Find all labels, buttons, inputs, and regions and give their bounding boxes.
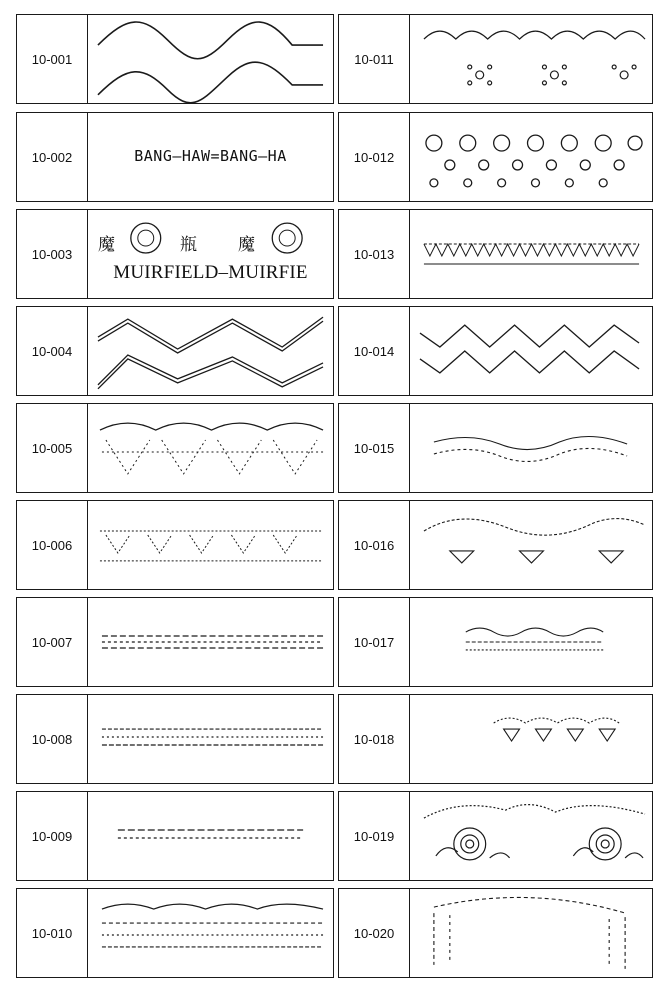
design-card-10-002 xyxy=(16,112,334,202)
design-code: 10-004 xyxy=(17,307,88,395)
cross-stitch-arch-pattern xyxy=(410,889,652,977)
lace-border-pattern xyxy=(88,501,333,589)
design-card-10-006 xyxy=(16,500,334,590)
design-card-10-018 xyxy=(338,694,653,784)
rose-lace-pattern xyxy=(410,792,652,880)
design-card-10-019 xyxy=(338,791,653,881)
design-code: 10-007 xyxy=(17,598,88,686)
cjk-char: 瓶 xyxy=(180,235,197,255)
design-card-10-016 xyxy=(338,500,653,590)
design-card-10-005 xyxy=(16,403,334,493)
design-card-10-001 xyxy=(16,14,334,104)
design-card-10-020 xyxy=(338,888,653,978)
braid-trim-pattern xyxy=(410,598,652,686)
scalloped-lace-pattern xyxy=(88,404,333,492)
circle-eyelet-pattern xyxy=(410,113,652,201)
design-code: 10-011 xyxy=(339,15,410,103)
design-card-10-015 xyxy=(338,403,653,493)
wreath-emblem-icon xyxy=(88,210,333,298)
design-card-10-010 xyxy=(16,888,334,978)
design-card-10-008 xyxy=(16,694,334,784)
design-card-10-007 xyxy=(16,597,334,687)
design-code: 10-010 xyxy=(17,889,88,977)
design-code: 10-015 xyxy=(339,404,410,492)
design-card-10-003 xyxy=(16,209,334,299)
design-card-10-011 xyxy=(338,14,653,104)
design-code: 10-014 xyxy=(339,307,410,395)
wave-pattern xyxy=(88,15,333,103)
cjk-char: 魔 xyxy=(98,235,115,255)
design-card-10-004 xyxy=(16,306,334,396)
scalloped-wave-pattern xyxy=(410,307,652,395)
label-text: BANG–HAW=BANG–HA xyxy=(134,147,287,165)
dashed-band-pattern xyxy=(88,598,333,686)
design-code: 10-009 xyxy=(17,792,88,880)
heart-scallop-pattern xyxy=(410,695,652,783)
design-code: 10-019 xyxy=(339,792,410,880)
scallop-flower-pattern xyxy=(410,501,652,589)
label-text: MUIRFIELD–MUIRFIE xyxy=(113,262,308,283)
design-code: 10-003 xyxy=(17,210,88,298)
design-card-10-014 xyxy=(338,306,653,396)
rose-icon xyxy=(410,792,652,880)
narrow-dashed-pattern xyxy=(88,792,333,880)
design-code: 10-008 xyxy=(17,695,88,783)
cjk-char: 魔 xyxy=(238,235,255,255)
design-code: 10-018 xyxy=(339,695,410,783)
logo-label-art xyxy=(88,210,333,298)
design-code: 10-006 xyxy=(17,501,88,589)
double-zigzag-pattern xyxy=(88,307,333,395)
design-card-10-009 xyxy=(16,791,334,881)
cross-stitch-wave-pattern xyxy=(410,404,652,492)
dotted-band-pattern xyxy=(88,695,333,783)
design-code: 10-020 xyxy=(339,889,410,977)
text-label-art xyxy=(88,113,333,201)
fine-zigzag-pattern xyxy=(410,210,652,298)
design-card-10-013 xyxy=(338,209,653,299)
eyelet-flower-pattern xyxy=(410,15,652,103)
design-code: 10-001 xyxy=(17,15,88,103)
design-code: 10-016 xyxy=(339,501,410,589)
wide-lace-pattern xyxy=(88,889,333,977)
design-code: 10-005 xyxy=(17,404,88,492)
design-code: 10-013 xyxy=(339,210,410,298)
design-card-10-012 xyxy=(338,112,653,202)
design-code: 10-002 xyxy=(17,113,88,201)
design-code: 10-012 xyxy=(339,113,410,201)
design-code: 10-017 xyxy=(339,598,410,686)
design-card-10-017 xyxy=(338,597,653,687)
